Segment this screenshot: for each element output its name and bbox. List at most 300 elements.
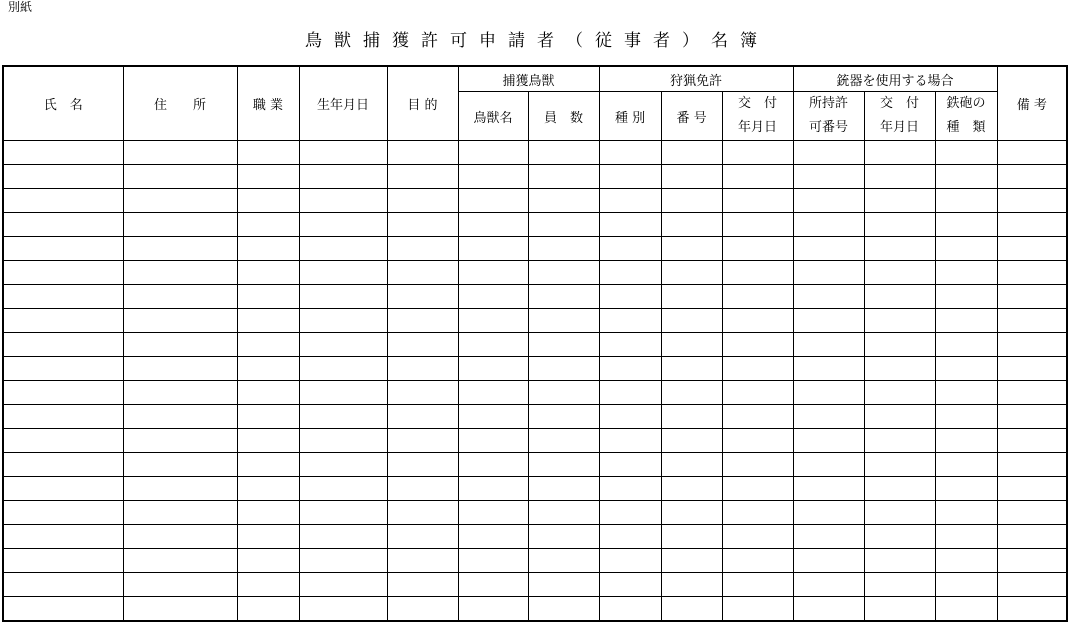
cell-license-issue[interactable] <box>722 453 793 477</box>
cell-license-number[interactable] <box>661 237 722 261</box>
header-gun-issue <box>864 92 935 141</box>
cell-gun-type[interactable] <box>935 309 997 333</box>
cell-remarks[interactable] <box>997 213 1067 237</box>
cell-gun-issue[interactable] <box>864 357 935 381</box>
cell-occupation[interactable] <box>237 141 299 165</box>
cell-count[interactable] <box>528 477 599 501</box>
cell-remarks[interactable] <box>997 477 1067 501</box>
cell-permit-number[interactable] <box>793 405 864 429</box>
cell-license-type[interactable] <box>599 333 661 357</box>
cell-gun-issue[interactable] <box>864 549 935 573</box>
header-gun-group: 銃器を使用する場合 <box>793 66 997 92</box>
cell-species[interactable] <box>458 477 528 501</box>
cell-remarks[interactable] <box>997 429 1067 453</box>
cell-birthdate[interactable] <box>299 525 387 549</box>
cell-birthdate[interactable] <box>299 189 387 213</box>
cell-license-number[interactable] <box>661 597 722 622</box>
cell-purpose[interactable] <box>387 597 458 622</box>
cell-license-type[interactable] <box>599 477 661 501</box>
cell-gun-issue[interactable] <box>864 309 935 333</box>
cell-gun-type[interactable] <box>935 213 997 237</box>
cell-address[interactable] <box>123 381 237 405</box>
cell-birthdate[interactable] <box>299 453 387 477</box>
cell-birthdate[interactable] <box>299 381 387 405</box>
cell-permit-number[interactable] <box>793 525 864 549</box>
cell-license-type[interactable] <box>599 285 661 309</box>
cell-purpose[interactable] <box>387 165 458 189</box>
cell-name[interactable] <box>3 549 123 573</box>
cell-purpose[interactable] <box>387 189 458 213</box>
cell-address[interactable] <box>123 189 237 213</box>
cell-address[interactable] <box>123 597 237 622</box>
cell-permit-number[interactable] <box>793 597 864 622</box>
cell-birthdate[interactable] <box>299 405 387 429</box>
cell-species[interactable] <box>458 357 528 381</box>
cell-license-issue[interactable] <box>722 357 793 381</box>
cell-license-issue[interactable] <box>722 309 793 333</box>
cell-remarks[interactable] <box>997 165 1067 189</box>
cell-license-number[interactable] <box>661 189 722 213</box>
cell-permit-number[interactable] <box>793 333 864 357</box>
cell-address[interactable] <box>123 309 237 333</box>
cell-count[interactable] <box>528 381 599 405</box>
cell-permit-number[interactable] <box>793 453 864 477</box>
cell-license-type[interactable] <box>599 501 661 525</box>
cell-purpose[interactable] <box>387 213 458 237</box>
cell-license-type[interactable] <box>599 405 661 429</box>
cell-license-type[interactable] <box>599 597 661 622</box>
cell-address[interactable] <box>123 405 237 429</box>
cell-purpose[interactable] <box>387 261 458 285</box>
cell-license-number[interactable] <box>661 573 722 597</box>
cell-remarks[interactable] <box>997 261 1067 285</box>
cell-gun-type[interactable] <box>935 453 997 477</box>
cell-license-issue[interactable] <box>722 501 793 525</box>
table-row <box>3 333 1067 357</box>
cell-species[interactable] <box>458 597 528 622</box>
table-row <box>3 429 1067 453</box>
cell-purpose[interactable] <box>387 453 458 477</box>
cell-gun-issue[interactable] <box>864 597 935 622</box>
cell-gun-issue[interactable] <box>864 501 935 525</box>
cell-birthdate[interactable] <box>299 573 387 597</box>
cell-species[interactable] <box>458 141 528 165</box>
cell-permit-number[interactable] <box>793 189 864 213</box>
cell-license-number[interactable] <box>661 285 722 309</box>
cell-count[interactable] <box>528 189 599 213</box>
cell-remarks[interactable] <box>997 333 1067 357</box>
cell-license-number[interactable] <box>661 477 722 501</box>
cell-remarks[interactable] <box>997 381 1067 405</box>
cell-occupation[interactable] <box>237 237 299 261</box>
cell-occupation[interactable] <box>237 357 299 381</box>
cell-license-issue[interactable] <box>722 213 793 237</box>
cell-license-issue[interactable] <box>722 285 793 309</box>
cell-name[interactable] <box>3 165 123 189</box>
cell-license-type[interactable] <box>599 429 661 453</box>
cell-species[interactable] <box>458 285 528 309</box>
cell-license-number[interactable] <box>661 309 722 333</box>
cell-license-type[interactable] <box>599 261 661 285</box>
cell-gun-type[interactable] <box>935 573 997 597</box>
document-title: 鳥獣捕獲許可申請者（従事者）名簿 <box>305 31 769 51</box>
cell-name[interactable] <box>3 141 123 165</box>
cell-purpose[interactable] <box>387 573 458 597</box>
cell-species[interactable] <box>458 261 528 285</box>
cell-purpose[interactable] <box>387 477 458 501</box>
cell-license-number[interactable] <box>661 549 722 573</box>
cell-license-type[interactable] <box>599 237 661 261</box>
cell-birthdate[interactable] <box>299 213 387 237</box>
cell-license-number[interactable] <box>661 453 722 477</box>
cell-gun-issue[interactable] <box>864 381 935 405</box>
cell-birthdate[interactable] <box>299 477 387 501</box>
table-row <box>3 453 1067 477</box>
cell-remarks[interactable] <box>997 357 1067 381</box>
cell-occupation[interactable] <box>237 333 299 357</box>
cell-gun-issue[interactable] <box>864 189 935 213</box>
table-row <box>3 165 1067 189</box>
header-permit-number <box>793 92 864 141</box>
cell-gun-type[interactable] <box>935 381 997 405</box>
cell-count[interactable] <box>528 261 599 285</box>
cell-gun-issue[interactable] <box>864 165 935 189</box>
cell-purpose[interactable] <box>387 285 458 309</box>
cell-address[interactable] <box>123 525 237 549</box>
cell-species[interactable] <box>458 429 528 453</box>
table-row <box>3 501 1067 525</box>
cell-license-issue[interactable] <box>722 525 793 549</box>
cell-license-type[interactable] <box>599 525 661 549</box>
cell-count[interactable] <box>528 573 599 597</box>
cell-gun-issue[interactable] <box>864 477 935 501</box>
cell-occupation[interactable] <box>237 213 299 237</box>
cell-birthdate[interactable] <box>299 549 387 573</box>
cell-remarks[interactable] <box>997 525 1067 549</box>
cell-name[interactable] <box>3 309 123 333</box>
cell-license-number[interactable] <box>661 141 722 165</box>
cell-count[interactable] <box>528 525 599 549</box>
cell-license-number[interactable] <box>661 165 722 189</box>
cell-license-type[interactable] <box>599 165 661 189</box>
cell-license-type[interactable] <box>599 549 661 573</box>
cell-purpose[interactable] <box>387 309 458 333</box>
table-row <box>3 573 1067 597</box>
cell-permit-number[interactable] <box>793 309 864 333</box>
cell-birthdate[interactable] <box>299 165 387 189</box>
cell-purpose[interactable] <box>387 141 458 165</box>
roster-body <box>3 141 1067 622</box>
cell-count[interactable] <box>528 213 599 237</box>
cell-permit-number[interactable] <box>793 573 864 597</box>
cell-gun-type[interactable] <box>935 501 997 525</box>
cell-remarks[interactable] <box>997 501 1067 525</box>
cell-license-number[interactable] <box>661 213 722 237</box>
cell-birthdate[interactable] <box>299 501 387 525</box>
cell-species[interactable] <box>458 525 528 549</box>
cell-license-issue[interactable] <box>722 405 793 429</box>
cell-gun-issue[interactable] <box>864 453 935 477</box>
cell-gun-type[interactable] <box>935 429 997 453</box>
cell-species[interactable] <box>458 237 528 261</box>
cell-occupation[interactable] <box>237 525 299 549</box>
cell-permit-number[interactable] <box>793 261 864 285</box>
cell-license-issue[interactable] <box>722 381 793 405</box>
cell-count[interactable] <box>528 501 599 525</box>
cell-gun-type[interactable] <box>935 165 997 189</box>
cell-birthdate[interactable] <box>299 141 387 165</box>
cell-name[interactable] <box>3 405 123 429</box>
cell-gun-type[interactable] <box>935 357 997 381</box>
cell-remarks[interactable] <box>997 309 1067 333</box>
cell-gun-issue[interactable] <box>864 141 935 165</box>
cell-gun-issue[interactable] <box>864 237 935 261</box>
cell-remarks[interactable] <box>997 597 1067 622</box>
cell-birthdate[interactable] <box>299 309 387 333</box>
cell-permit-number[interactable] <box>793 477 864 501</box>
cell-address[interactable] <box>123 477 237 501</box>
cell-gun-type[interactable] <box>935 549 997 573</box>
cell-name[interactable] <box>3 501 123 525</box>
cell-gun-type[interactable] <box>935 285 997 309</box>
cell-count[interactable] <box>528 357 599 381</box>
cell-gun-type[interactable] <box>935 189 997 213</box>
cell-remarks[interactable] <box>997 453 1067 477</box>
cell-birthdate[interactable] <box>299 357 387 381</box>
cell-species[interactable] <box>458 333 528 357</box>
cell-name[interactable] <box>3 357 123 381</box>
cell-license-type[interactable] <box>599 453 661 477</box>
cell-permit-number[interactable] <box>793 285 864 309</box>
cell-name[interactable] <box>3 381 123 405</box>
cell-name[interactable] <box>3 213 123 237</box>
cell-address[interactable] <box>123 501 237 525</box>
cell-purpose[interactable] <box>387 381 458 405</box>
cell-address[interactable] <box>123 453 237 477</box>
cell-remarks[interactable] <box>997 285 1067 309</box>
cell-address[interactable] <box>123 141 237 165</box>
cell-permit-number[interactable] <box>793 381 864 405</box>
cell-address[interactable] <box>123 165 237 189</box>
cell-count[interactable] <box>528 429 599 453</box>
cell-permit-number[interactable] <box>793 429 864 453</box>
cell-occupation[interactable] <box>237 549 299 573</box>
cell-address[interactable] <box>123 549 237 573</box>
cell-occupation[interactable] <box>237 189 299 213</box>
cell-license-issue[interactable] <box>722 573 793 597</box>
cell-occupation[interactable] <box>237 573 299 597</box>
cell-license-issue[interactable] <box>722 165 793 189</box>
cell-license-issue[interactable] <box>722 237 793 261</box>
cell-occupation[interactable] <box>237 309 299 333</box>
cell-license-number[interactable] <box>661 381 722 405</box>
roster-table <box>2 65 1068 622</box>
cell-gun-type[interactable] <box>935 405 997 429</box>
cell-occupation[interactable] <box>237 597 299 622</box>
cell-count[interactable] <box>528 453 599 477</box>
cell-gun-type[interactable] <box>935 237 997 261</box>
cell-count[interactable] <box>528 549 599 573</box>
cell-species[interactable] <box>458 573 528 597</box>
cell-occupation[interactable] <box>237 405 299 429</box>
cell-count[interactable] <box>528 333 599 357</box>
cell-purpose[interactable] <box>387 525 458 549</box>
cell-gun-type[interactable] <box>935 477 997 501</box>
cell-occupation[interactable] <box>237 453 299 477</box>
cell-gun-issue[interactable] <box>864 261 935 285</box>
cell-name[interactable] <box>3 189 123 213</box>
cell-birthdate[interactable] <box>299 597 387 622</box>
cell-gun-issue[interactable] <box>864 333 935 357</box>
cell-occupation[interactable] <box>237 261 299 285</box>
header-license-issue-line2: 年月日 <box>738 120 778 135</box>
cell-count[interactable] <box>528 309 599 333</box>
cell-address[interactable] <box>123 573 237 597</box>
cell-license-number[interactable] <box>661 501 722 525</box>
cell-license-issue[interactable] <box>722 549 793 573</box>
cell-gun-issue[interactable] <box>864 525 935 549</box>
cell-gun-type[interactable] <box>935 141 997 165</box>
header-permit-number-line1: 所持許 <box>809 96 849 111</box>
cell-birthdate[interactable] <box>299 261 387 285</box>
cell-purpose[interactable] <box>387 357 458 381</box>
cell-name[interactable] <box>3 285 123 309</box>
cell-species[interactable] <box>458 381 528 405</box>
cell-remarks[interactable] <box>997 549 1067 573</box>
cell-birthdate[interactable] <box>299 237 387 261</box>
cell-license-issue[interactable] <box>722 261 793 285</box>
cell-license-issue[interactable] <box>722 429 793 453</box>
cell-address[interactable] <box>123 357 237 381</box>
table-row <box>3 285 1067 309</box>
cell-name[interactable] <box>3 573 123 597</box>
cell-birthdate[interactable] <box>299 429 387 453</box>
cell-species[interactable] <box>458 549 528 573</box>
cell-purpose[interactable] <box>387 501 458 525</box>
cell-species[interactable] <box>458 165 528 189</box>
cell-permit-number[interactable] <box>793 549 864 573</box>
cell-occupation[interactable] <box>237 285 299 309</box>
cell-license-number[interactable] <box>661 405 722 429</box>
cell-name[interactable] <box>3 261 123 285</box>
cell-license-number[interactable] <box>661 357 722 381</box>
cell-address[interactable] <box>123 261 237 285</box>
cell-gun-issue[interactable] <box>864 429 935 453</box>
cell-remarks[interactable] <box>997 189 1067 213</box>
cell-occupation[interactable] <box>237 501 299 525</box>
cell-license-number[interactable] <box>661 261 722 285</box>
cell-license-type[interactable] <box>599 189 661 213</box>
cell-gun-issue[interactable] <box>864 405 935 429</box>
cell-permit-number[interactable] <box>793 213 864 237</box>
cell-address[interactable] <box>123 213 237 237</box>
cell-species[interactable] <box>458 453 528 477</box>
cell-birthdate[interactable] <box>299 333 387 357</box>
header-name: 氏 名 <box>3 66 123 141</box>
cell-name[interactable] <box>3 525 123 549</box>
cell-gun-type[interactable] <box>935 333 997 357</box>
cell-birthdate[interactable] <box>299 285 387 309</box>
cell-address[interactable] <box>123 333 237 357</box>
cell-address[interactable] <box>123 429 237 453</box>
cell-gun-issue[interactable] <box>864 285 935 309</box>
cell-license-issue[interactable] <box>722 333 793 357</box>
cell-license-type[interactable] <box>599 309 661 333</box>
cell-purpose[interactable] <box>387 405 458 429</box>
cell-license-number[interactable] <box>661 333 722 357</box>
cell-license-type[interactable] <box>599 213 661 237</box>
cell-gun-issue[interactable] <box>864 573 935 597</box>
cell-address[interactable] <box>123 237 237 261</box>
cell-count[interactable] <box>528 141 599 165</box>
cell-gun-issue[interactable] <box>864 213 935 237</box>
cell-license-number[interactable] <box>661 429 722 453</box>
header-license-type: 種 別 <box>599 92 661 141</box>
cell-count[interactable] <box>528 285 599 309</box>
cell-address[interactable] <box>123 285 237 309</box>
header-license-number: 番 号 <box>661 92 722 141</box>
cell-gun-type[interactable] <box>935 525 997 549</box>
cell-occupation[interactable] <box>237 477 299 501</box>
cell-license-type[interactable] <box>599 141 661 165</box>
cell-species[interactable] <box>458 405 528 429</box>
cell-purpose[interactable] <box>387 549 458 573</box>
cell-license-issue[interactable] <box>722 189 793 213</box>
table-row <box>3 357 1067 381</box>
cell-permit-number[interactable] <box>793 165 864 189</box>
cell-gun-type[interactable] <box>935 597 997 622</box>
cell-name[interactable] <box>3 597 123 622</box>
cell-count[interactable] <box>528 237 599 261</box>
cell-species[interactable] <box>458 501 528 525</box>
cell-species[interactable] <box>458 309 528 333</box>
cell-license-issue[interactable] <box>722 597 793 622</box>
cell-name[interactable] <box>3 477 123 501</box>
cell-purpose[interactable] <box>387 333 458 357</box>
cell-permit-number[interactable] <box>793 357 864 381</box>
cell-license-type[interactable] <box>599 357 661 381</box>
cell-purpose[interactable] <box>387 429 458 453</box>
cell-permit-number[interactable] <box>793 501 864 525</box>
cell-species[interactable] <box>458 213 528 237</box>
cell-license-number[interactable] <box>661 525 722 549</box>
cell-name[interactable] <box>3 453 123 477</box>
cell-occupation[interactable] <box>237 429 299 453</box>
cell-license-issue[interactable] <box>722 477 793 501</box>
cell-count[interactable] <box>528 405 599 429</box>
cell-gun-type[interactable] <box>935 261 997 285</box>
cell-remarks[interactable] <box>997 573 1067 597</box>
cell-remarks[interactable] <box>997 405 1067 429</box>
cell-remarks[interactable] <box>997 237 1067 261</box>
cell-name[interactable] <box>3 237 123 261</box>
cell-purpose[interactable] <box>387 237 458 261</box>
cell-name[interactable] <box>3 333 123 357</box>
cell-license-type[interactable] <box>599 573 661 597</box>
cell-permit-number[interactable] <box>793 237 864 261</box>
table-row <box>3 141 1067 165</box>
cell-remarks[interactable] <box>997 141 1067 165</box>
cell-occupation[interactable] <box>237 165 299 189</box>
cell-count[interactable] <box>528 165 599 189</box>
cell-species[interactable] <box>458 189 528 213</box>
cell-name[interactable] <box>3 429 123 453</box>
cell-permit-number[interactable] <box>793 141 864 165</box>
cell-license-type[interactable] <box>599 381 661 405</box>
cell-count[interactable] <box>528 597 599 622</box>
cell-occupation[interactable] <box>237 381 299 405</box>
cell-license-issue[interactable] <box>722 141 793 165</box>
